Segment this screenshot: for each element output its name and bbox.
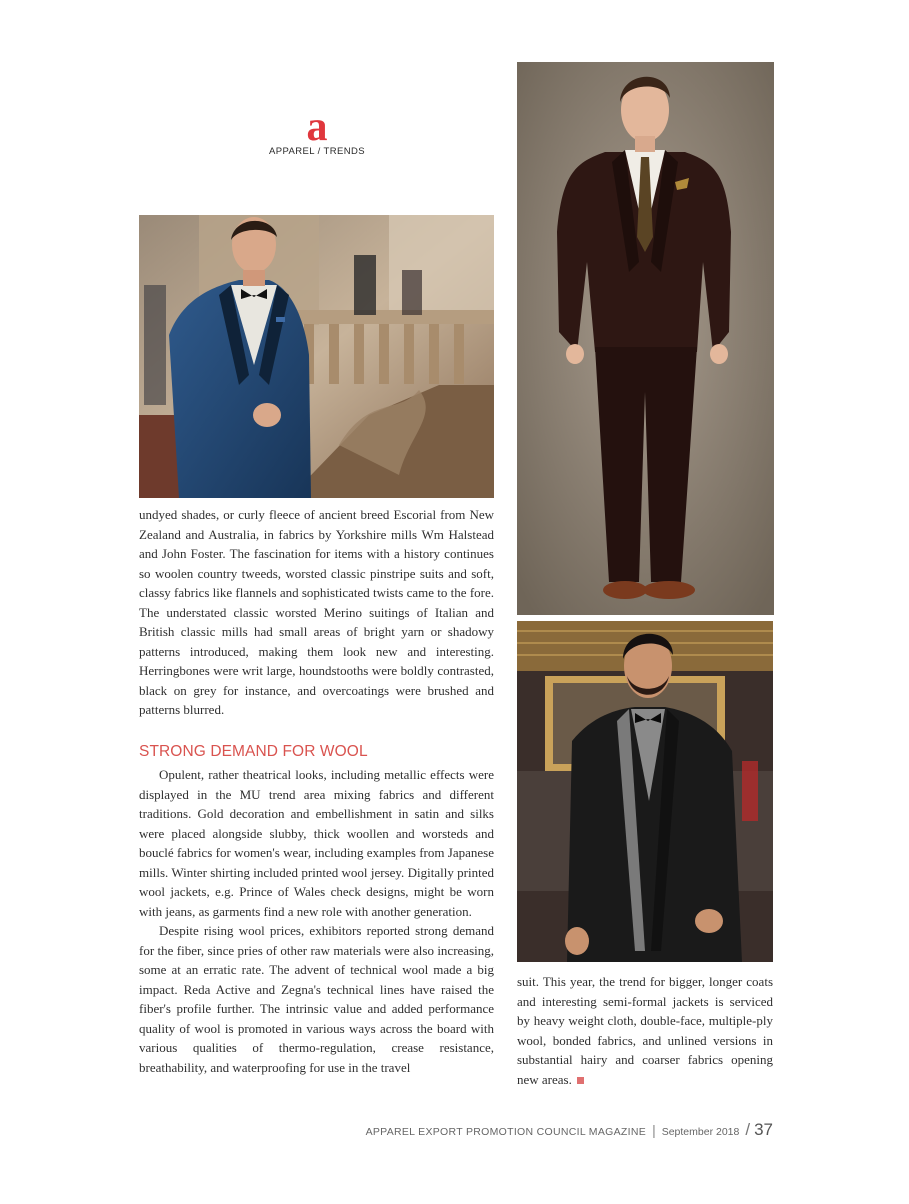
logo-letter: a — [306, 108, 328, 144]
paragraph-opulent: Opulent, rather theatrical looks, including metallic effects were displayed in the MU trend area mixing fabrics and different traditions. Gold decoration and embellishment in satin and silks were placed alongside slubby, thick woollen and worsteds and bouclé fabrics for women's wear, including examples from Japanese mills. Winter shirting included printed wool jersey. Digitally printed wool jackets, e.g. Prince of Wales check designs, might be worn with jeans, as garments find a new role with another generation. — [139, 767, 494, 919]
paragraph-wool-prices: Despite rising wool prices, exhibitors reported strong demand for the fiber, since pries of other raw materials were also increasing, some at an erratic rate. The advent of technical wool made a big impact. Reda Active and Zegna's technical lines have raised the fiber's profile further. The intrinsic value and added performance quality of wool is promoted in various ways across the board with various qualities of thermo-regulation, crease resistance, breathability, and waterproofing for use in the travel — [139, 923, 494, 1075]
section-label: APPAREL / TRENDS — [269, 146, 365, 157]
end-of-article-icon — [577, 1077, 584, 1084]
footer-date: September 2018 — [661, 1126, 740, 1138]
footer-slash: / — [745, 1120, 751, 1139]
footer-magazine-name: APPAREL EXPORT PROMOTION COUNCIL MAGAZINE — [365, 1126, 647, 1138]
paragraph-suit — [517, 972, 773, 1089]
article-column-right — [517, 972, 773, 1089]
apparel-logo-icon — [300, 108, 334, 144]
photo-velvet-suit — [517, 62, 774, 615]
page-footer — [366, 1120, 773, 1140]
section-heading: STRONG DEMAND FOR WOOL — [139, 742, 368, 760]
photo-blue-tuxedo — [139, 215, 494, 498]
paragraph-continuation: undyed shades, or curly fleece of ancient breed Escorial from New Zealand and Australia, in fabrics by Yorkshire mills Wm Halstead and John Foster. The fascination for items with a history continues so woolen country tweeds, worsted classic pinstripe suits and soft, classy fabrics like flannels and sophisticated twists came to the fore. The understated classic worsted Merino suitings of Italian and British classic mills had small areas of bright yarn or shadowy patterns introduced, making them look new and interesting. Herringbones were writ large, houndstooths were boldly contrasted, black on grey for instance, and overcoatings were brushed and patterns blurred. — [139, 507, 494, 717]
page-number: 37 — [754, 1120, 773, 1139]
article-column-left — [139, 505, 494, 1077]
footer-separator: | — [652, 1122, 656, 1138]
magazine-logo — [262, 108, 372, 157]
paragraph-suit-text: suit. This year, the trend for bigger, longer coats and interesting semi-formal jackets is serviced by heavy weight cloth, double-face, multiple-ply wool, bonded fabrics, and unlined versions in substantial hairy and coarser fabrics opening new areas. — [517, 974, 773, 1087]
photo-black-tuxedo — [517, 621, 773, 962]
